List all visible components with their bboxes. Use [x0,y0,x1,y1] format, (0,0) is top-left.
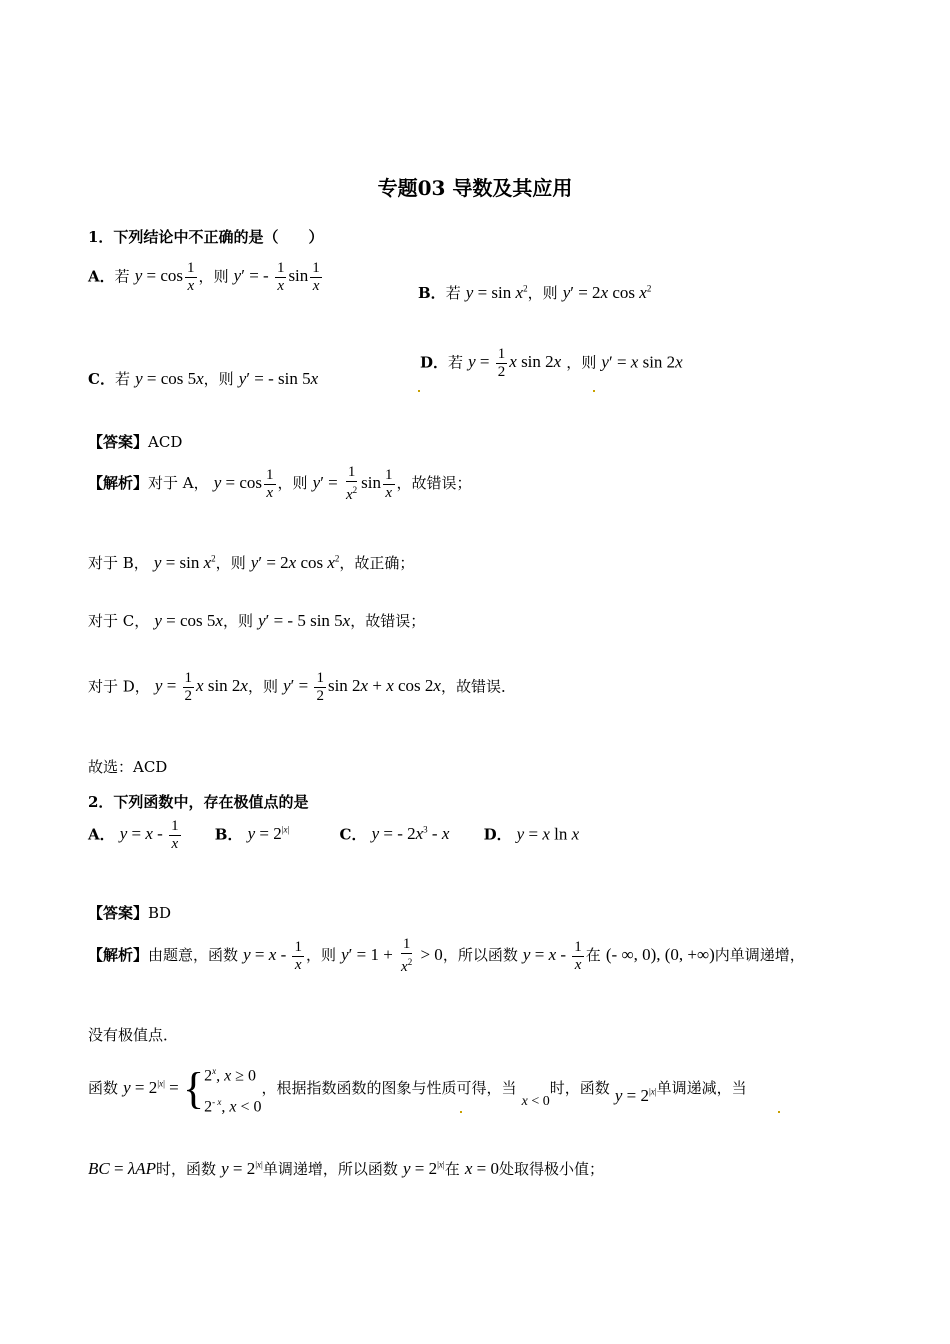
q1-option-b: B．若 $y = \sin x^2$，则 y′ = 2x $\cos x^2$ [418,283,652,302]
comma: ， [247,677,263,696]
wrong-text: ，故错误； [396,473,472,492]
analysis-text: 在 [585,945,601,964]
ze-text: 则 [292,473,308,492]
question-2-stem: 2．下列函数中，存在极值点的是 [88,793,309,811]
analysis-text: 处取得极小值； [498,1160,604,1178]
answer-value: ACD [148,433,183,451]
comma: ， [215,554,231,572]
analysis-tag: 【解析】 [88,945,149,964]
for-b-text: 对于 B， [88,554,149,572]
analysis-text: 单调递减，当 [656,1079,747,1098]
for-d-text: 对于 D， [88,677,150,696]
wrong-end-text: ，故错误． [440,677,516,696]
page-title: 专题03 导数及其应用 [377,176,573,200]
for-c-text: 对于 C， [88,612,150,630]
comma: ， [203,370,219,388]
q1-option-a-label: A． [88,267,115,286]
q2-options: A． y = x - $\frac{1}{x}$ B． $y = 2^{|x|}$ C． y = - $2x^3$ - x D． y = x ln x [88,818,580,852]
question-1-stem: 1．下列结论中不正确的是（ ） [88,228,324,246]
ruo-text: 若 [448,353,464,372]
q1-conclusion: 故选：ACD [88,758,168,776]
q1-analysis-a: 【解析】对于 A， y = cos $\frac{1}{x}$ ，则 y′ = $\frac{1}{x^2}$ sin $\frac{1}{x}$ ，故错误； [88,464,472,503]
comma: ， [222,612,238,630]
q2-option-b-label: B． [214,825,243,844]
ruo-text: 若 [114,370,130,388]
right-text: ，故正确； [339,554,415,572]
ze-text: 则 [237,612,253,630]
ink-dot [778,1111,780,1113]
q2-analysis-line3: 函数 $y = 2^{|x|}$ = { 2$^x$, x ≥ 0 $2^{- x}$, x < 0 ，根据指数函数的图象与性质可得，当 x < 0时，函数 $y = 2^{|x|}$单调递减，当 [88,1064,747,1116]
q1-option-a: A．若 y = cos $\frac{1}{x}$ ，则 y′ = - $\frac{1}{x}$ sin $\frac{1}{x}$ [88,260,320,294]
analysis-text: 单调递增，所以函数 [262,1160,398,1178]
analysis-text: 在 [444,1160,460,1178]
ze-text: 则 [218,370,234,388]
answer-tag: 【答案】 [88,433,149,451]
answer-tag: 【答案】 [88,904,149,922]
q1-analysis-c: 对于 C， y = cos 5x，则 y′ = - 5 sin 5x，故错误； [88,611,426,630]
q1-option-c: C．若 y = cos 5x，则 y′ = - sin 5x [88,369,319,388]
ze-text: 则 [581,353,597,372]
analysis-text: ，根据指数函数的图象与性质可得，当 [261,1079,517,1098]
q1-analysis-d: 对于 D， y = $\frac{1}{2}$ x sin 2x，则 y′ = $\frac{1}{2}$ sin 2x + x cos 2x，故错误． [88,670,516,704]
analysis-tag: 【解析】 [88,473,149,492]
q1-option-d-label: D． [420,353,449,372]
ink-dot [418,390,420,392]
q2-analysis-line2: 没有极值点． [88,1026,179,1044]
q1-option-d: D．若 y = $\frac{1}{2}$ x sin 2x ，则 y′ = x sin 2x [420,346,683,380]
q1-option-c-label: C． [88,370,115,388]
analysis-text: 时，函数 [549,1079,610,1098]
analysis-text: ，所以函数 [442,945,518,964]
ze-text: 则 [542,284,558,302]
answer-value: BD [148,904,172,922]
q2-option-c-label: C． [339,825,367,844]
ze-text: 则 [262,677,278,696]
q2-option-d-label: D． [483,825,512,844]
analysis-text: ，则 [305,945,336,964]
q2-answer [88,902,171,923]
ink-dot [593,390,595,392]
wrong-text: ，故错误； [350,612,426,630]
q1-answer [88,431,182,452]
q2-analysis-line4: BC = λAP时，函数 $y = 2^{|x|}$单调递增，所以函数 $y = 2^{|x|}$在 x = 0处取得极小值； [88,1159,604,1178]
comma: ， [527,284,543,302]
q1-analysis-b: 对于 B， $y = \sin x^2$，则 y′ = 2x $\cos x^2$，故正确； [88,553,415,572]
for-a-text: 对于 A， [148,473,209,492]
q1-option-b-label: B． [418,284,446,302]
comma: ， [198,267,214,286]
comma: ， [566,353,582,372]
ze-text: 则 [230,554,246,572]
analysis-text: 时，函数 [155,1160,216,1178]
analysis-text: 函数 [88,1079,119,1098]
ink-dot [460,1111,462,1113]
q2-option-a-label: A． [88,825,115,844]
comma: ， [277,473,293,492]
ze-text: 则 [213,267,229,286]
analysis-text: 内单调递增， [714,945,805,964]
ruo-text: 若 [114,267,130,286]
ruo-text: 若 [445,284,461,302]
analysis-text: 由题意，函数 [148,945,239,964]
q2-analysis-line1: 【解析】由题意，函数 y = x - $\frac{1}{x}$ ，则 y′ = 1 + $\frac{1}{x^2}$ > 0，所以函数 y = x - $\frac{1}{x}$ 在 (- ∞, 0), (0, +∞)内单调递增， [88,936,805,975]
